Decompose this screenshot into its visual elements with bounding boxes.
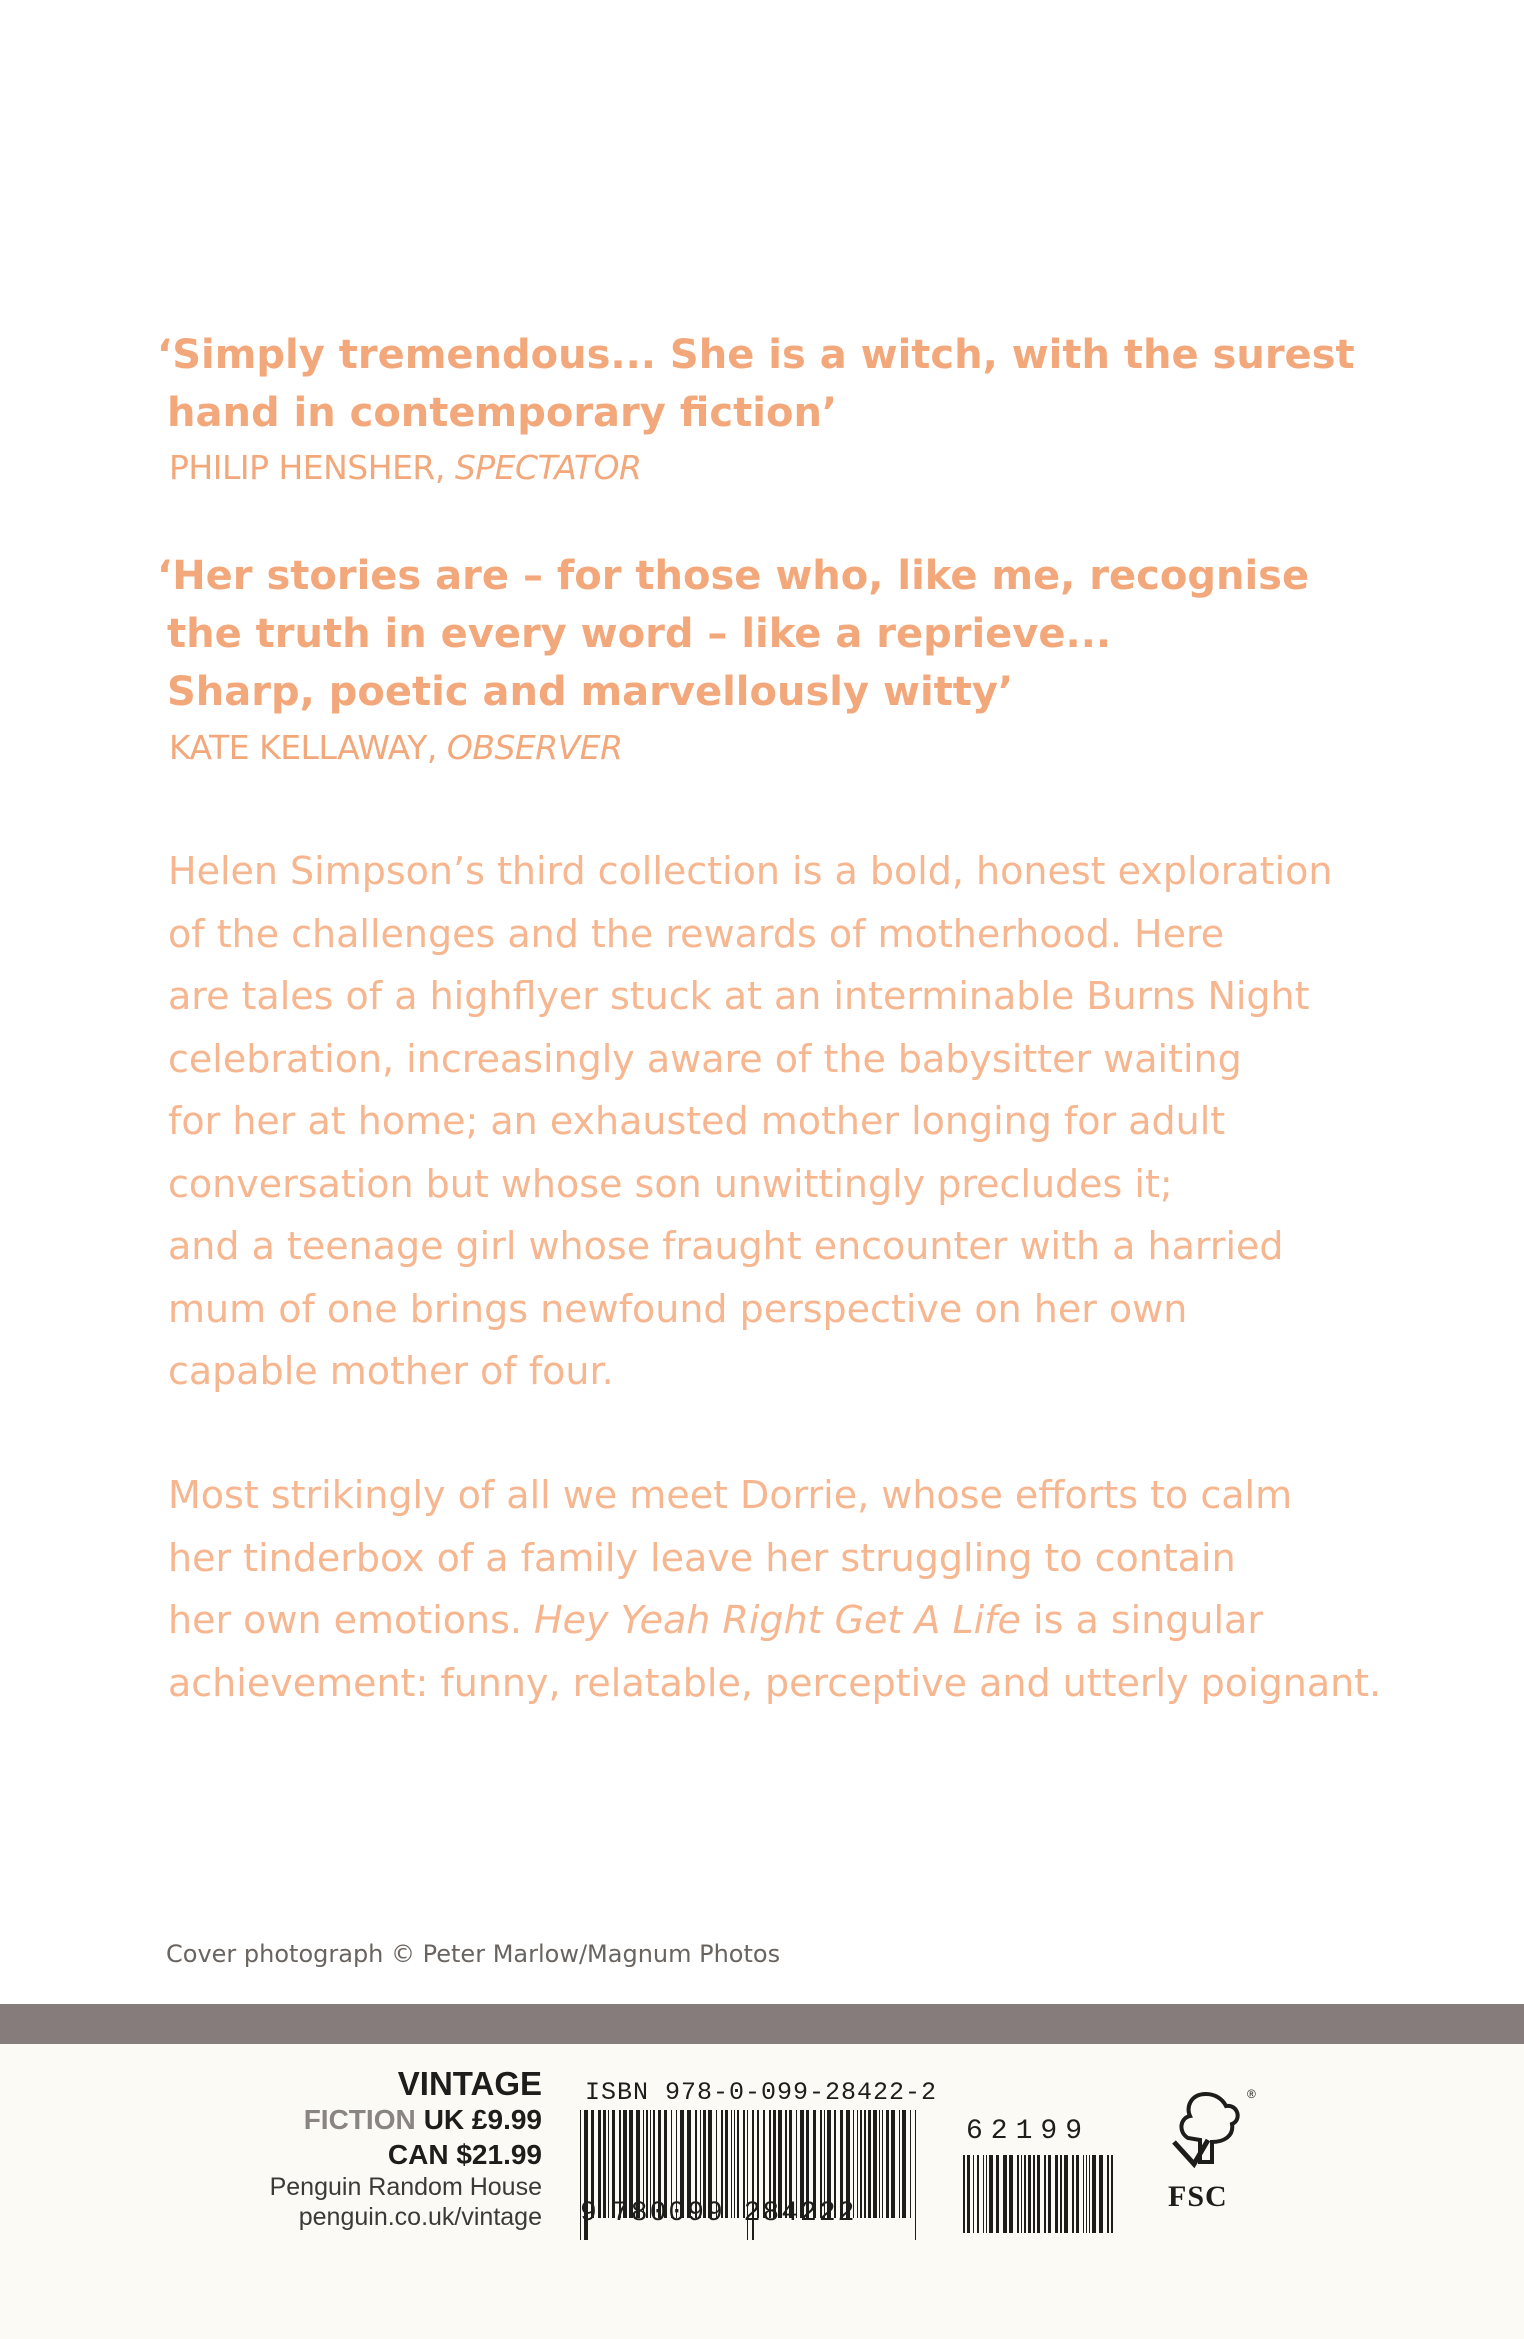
barcode-bar <box>1092 2155 1096 2233</box>
barcode-bar <box>1060 2155 1062 2233</box>
barcode-bar <box>879 2110 880 2218</box>
barcode-bar <box>1107 2155 1109 2233</box>
genre-label: FICTION <box>303 2104 416 2135</box>
barcode-bar <box>983 2155 984 2233</box>
blurb-line: Helen Simpson’s third collection is a bold, honest exploration <box>168 849 1333 893</box>
attribution-source: SPECTATOR <box>454 448 642 487</box>
barcode-bar <box>1028 2155 1031 2233</box>
barcode-lead-digit: 9 <box>580 2198 599 2229</box>
blurb-line: and a teenage girl whose fraught encounter with a harried <box>168 1224 1284 1268</box>
quote-line: Sharp, poetic and marvellously witty’ <box>167 669 1014 715</box>
barcode-bar <box>857 2110 858 2218</box>
blurb-line: of the challenges and the rewards of motherhood. Here <box>168 911 1225 956</box>
attribution-author: PHILIP HENSHER, <box>169 448 455 487</box>
blurb-paragraph-2 <box>168 1464 1381 1714</box>
quote-line: the truth in every word – like a reprieve... <box>167 611 1112 657</box>
price-addon-barcode <box>961 2115 1116 2235</box>
registered-mark: ® <box>1247 2087 1256 2101</box>
barcode-bar <box>989 2155 993 2233</box>
quote-line: hand in contemporary fiction’ <box>167 390 838 436</box>
blurb-text: is a singular <box>1020 1598 1263 1642</box>
barcode-bar <box>1037 2155 1040 2233</box>
barcode-bar <box>1076 2155 1079 2233</box>
barcode-bar <box>1048 2155 1051 2233</box>
barcode-bar <box>967 2155 970 2233</box>
blurb-line: Most strikingly of all we meet Dorrie, whose efforts to calm <box>168 1473 1293 1517</box>
barcode-bar <box>1072 2155 1074 2233</box>
barcode-bar <box>882 2110 883 2218</box>
book-title: Hey Yeah Right Get A Life <box>534 1598 1021 1642</box>
barcode-bar <box>915 2110 916 2240</box>
barcode-bar <box>873 2110 877 2218</box>
fsc-label: FSC <box>1168 2180 1228 2213</box>
barcode-bar <box>886 2110 889 2218</box>
addon-digits: 62199 <box>966 2116 1091 2147</box>
publisher-info <box>270 2066 542 2232</box>
attribution-author: KATE KELLAWAY, <box>169 728 447 767</box>
blurb-line: conversation but whose son unwittingly precludes it; <box>168 1161 1173 1206</box>
barcode-bar <box>902 2110 906 2218</box>
barcode-bar <box>860 2110 862 2218</box>
barcode-bar <box>891 2110 895 2218</box>
blurb-line: are tales of a highflyer stuck at an interminable Burns Night <box>168 974 1310 1018</box>
barcode-bar <box>1089 2155 1090 2233</box>
barcode-bar <box>899 2110 900 2218</box>
barcode-bar <box>1055 2155 1058 2233</box>
blurb-line: celebration, increasingly aware of the babysitter waiting <box>168 1036 1242 1081</box>
barcode-bar <box>1021 2155 1022 2233</box>
publisher-url: penguin.co.uk/vintage <box>298 2203 542 2231</box>
price-uk: UK £9.99 <box>423 2104 542 2135</box>
barcode-bar <box>1083 2155 1084 2233</box>
blurb-text: her own emotions. <box>168 1598 535 1642</box>
blurb-line: capable mother of four. <box>168 1349 614 1393</box>
barcode-bar <box>608 2110 609 2218</box>
barcode-bar <box>1017 2155 1019 2233</box>
barcode-bar <box>1111 2155 1113 2233</box>
barcode-bar <box>868 2110 871 2218</box>
barcode-bar <box>996 2155 999 2233</box>
imprint-name: VINTAGE <box>397 2065 542 2102</box>
barcode-bar <box>1033 2155 1035 2233</box>
barcode-bar <box>1044 2155 1046 2233</box>
barcode-bar <box>1086 2155 1087 2233</box>
barcode-bar <box>1003 2155 1007 2233</box>
barcode-bar <box>603 2110 606 2218</box>
barcode-bar <box>1064 2155 1068 2233</box>
barcode-bar <box>986 2155 987 2233</box>
attribution-source: OBSERVER <box>446 728 623 767</box>
barcode-bar <box>977 2155 979 2233</box>
fsc-logo-icon <box>1150 2084 1260 2184</box>
blurb-line: achievement: funny, relatable, perceptive and utterly poignant. <box>168 1660 1382 1705</box>
barcode-bar <box>973 2155 974 2233</box>
barcode-bar <box>1009 2155 1013 2233</box>
divider-band <box>0 2004 1524 2044</box>
barcode-digits: 780099 284222 <box>612 2198 857 2229</box>
cover-photo-credit: Cover photograph © Peter Marlow/Magnum Photos <box>166 1940 781 1968</box>
price-uk-row <box>270 2102 542 2137</box>
price-can: CAN $21.99 <box>387 2139 542 2170</box>
blurb-line: her tinderbox of a family leave her struggling to contain <box>168 1535 1236 1580</box>
blurb-paragraph-1 <box>168 840 1332 1403</box>
blurb-line <box>168 1589 1381 1652</box>
barcode-bar <box>963 2155 965 2233</box>
isbn-label: ISBN 978-0-099-28422-2 <box>585 2078 938 2107</box>
review-quote-1 <box>157 326 1355 442</box>
publisher-house: Penguin Random House <box>269 2173 542 2201</box>
quote-line: ‘Her stories are – for those who, like me, recognise <box>157 553 1310 599</box>
barcode-bar <box>1024 2155 1026 2233</box>
quote-attribution-1 <box>169 448 641 488</box>
review-quote-2 <box>157 547 1309 721</box>
quote-attribution-2 <box>169 728 623 768</box>
barcode-bar <box>1099 2155 1103 2233</box>
blurb-line: for her at home; an exhausted mother longing for adult <box>168 1099 1226 1143</box>
blurb-line: mum of one brings newfound perspective on her own <box>168 1286 1188 1331</box>
quote-line: ‘Simply tremendous... She is a witch, with the surest <box>157 332 1355 378</box>
barcode-bar <box>864 2110 866 2218</box>
barcode-bar <box>910 2110 911 2218</box>
